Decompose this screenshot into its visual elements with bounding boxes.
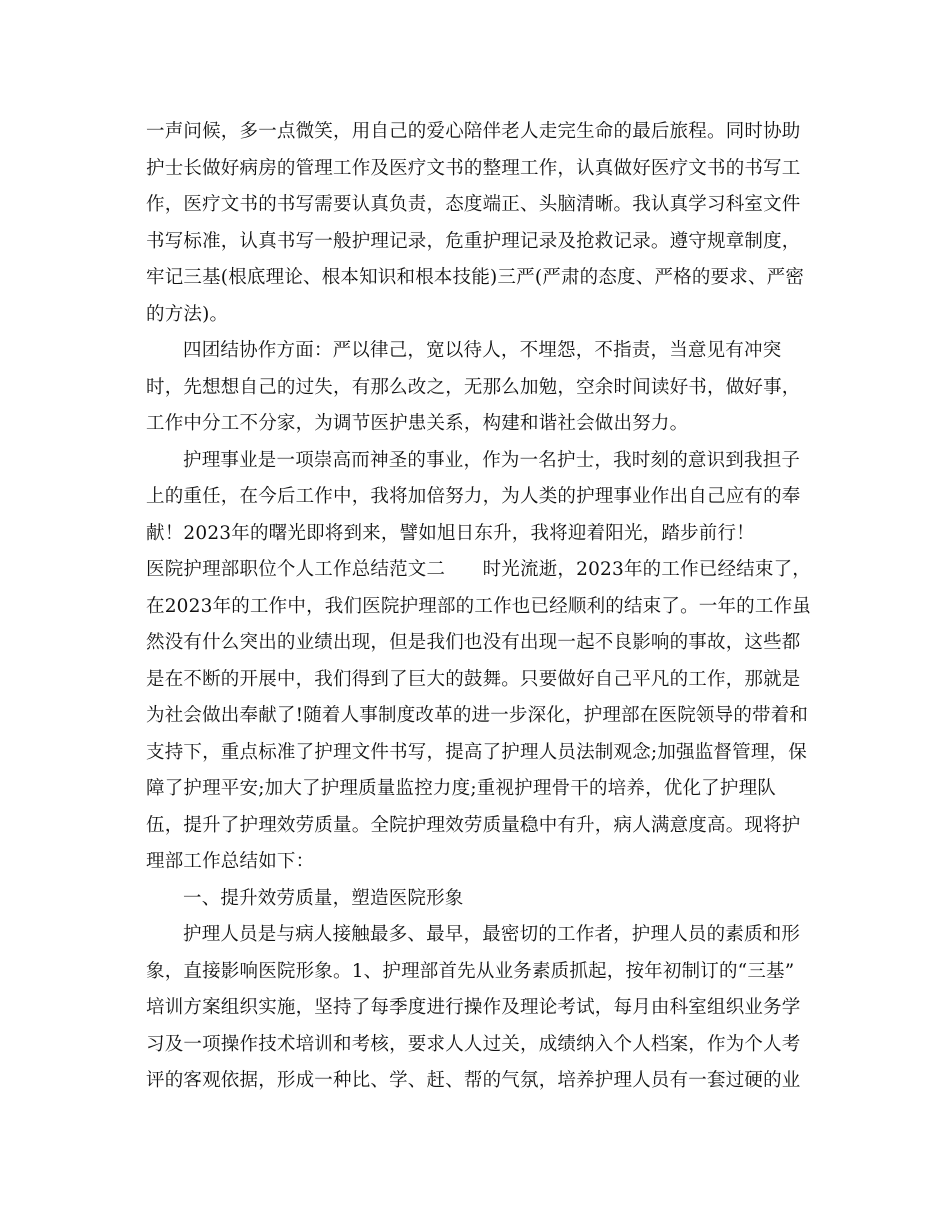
text-line: 象，直接影响医院形象。1、护理部首先从业务素质抓起，按年初制订的“三基” xyxy=(146,961,795,982)
text-line: 书写标准，认真书写一般护理记录，危重护理记录及抢救记录。遵守规章制度， xyxy=(146,231,801,252)
text-line: 然没有什么突出的业绩出现，但是我们也没有出现一起不良影响的事故，这些都 xyxy=(146,632,801,653)
text-line: 献！2023年的曙光即将到来，譬如旭日东升，我将迎着阳光，踏步前行！ xyxy=(146,523,755,544)
text-line: 的方法)。 xyxy=(146,304,229,325)
text-line: 护士长做好病房的管理工作及医疗文书的整理工作，认真做好医疗文书的书写工 xyxy=(146,158,801,179)
text-line: 为社会做出奉献了!随着人事制度改革的进一步深化，护理部在医院领导的带着和 xyxy=(146,705,809,726)
text-line: 护理事业是一项崇高而神圣的事业，作为一名护士，我时刻的意识到我担子 xyxy=(183,450,801,471)
text-line: 理部工作总结如下： xyxy=(146,851,315,872)
text-line: 支持下，重点标准了护理文件书写，提高了护理人员法制观念;加强监督管理，保 xyxy=(146,742,807,763)
text-line: 时，先想想自己的过失，有那么改之，无那么加勉，空余时间读好书，做好事， xyxy=(146,377,801,398)
text-line: 作，医疗文书的书写需要认真负责，态度端正、头脑清晰。我认真学习科室文件 xyxy=(146,194,801,215)
text-line: 评的客观依据，形成一种比、学、赶、帮的气氛，培养护理人员有一套过硬的业 xyxy=(146,1070,801,1091)
text-line: 牢记三基(根底理论、根本知识和根本技能)三严(严肃的态度、严格的要求、严密 xyxy=(146,267,805,288)
text-line: 护理人员是与病人接触最多、最早，最密切的工作者，护理人员的素质和形 xyxy=(183,924,801,945)
text-line: 伍，提升了护理效劳质量。全院护理效劳质量稳中有升，病人满意度高。现将护 xyxy=(146,815,801,836)
text-line: 在2023年的工作中，我们医院护理部的工作也已经顺利的结束了。一年的工作虽 xyxy=(146,596,811,617)
text-line: 障了护理平安;加大了护理质量监控力度;重视护理骨干的培养，优化了护理队 xyxy=(146,778,776,799)
text-line: 一声问候，多一点微笑，用自己的爱心陪伴老人走完生命的最后旅程。同时协助 xyxy=(146,121,801,142)
text-line: 习及一项操作技术培训和考核，要求人人过关，成绩纳入个人档案，作为个人考 xyxy=(146,1034,801,1055)
text-line: 培训方案组织实施，坚持了每季度进行操作及理论考试，每月由科室组织业务学 xyxy=(146,997,801,1018)
text-line: 四团结协作方面：严以律己，宽以待人，不埋怨，不指责，当意见有冲突 xyxy=(183,340,782,361)
text-line: 是在不断的开展中，我们得到了巨大的鼓舞。只要做好自己平凡的工作，那就是 xyxy=(146,669,801,690)
text-line: 上的重任，在今后工作中，我将加倍努力，为人类的护理事业作出自己应有的奉 xyxy=(146,486,801,507)
text-line: 医院护理部职位个人工作总结范文二 时光流逝，2023年的工作已经结束了， xyxy=(146,559,811,580)
text-line: 工作中分工不分家，为调节医护患关系，构建和谐社会做出努力。 xyxy=(146,413,689,434)
section-heading: 一、提升效劳质量，塑造医院形象 xyxy=(183,888,464,909)
